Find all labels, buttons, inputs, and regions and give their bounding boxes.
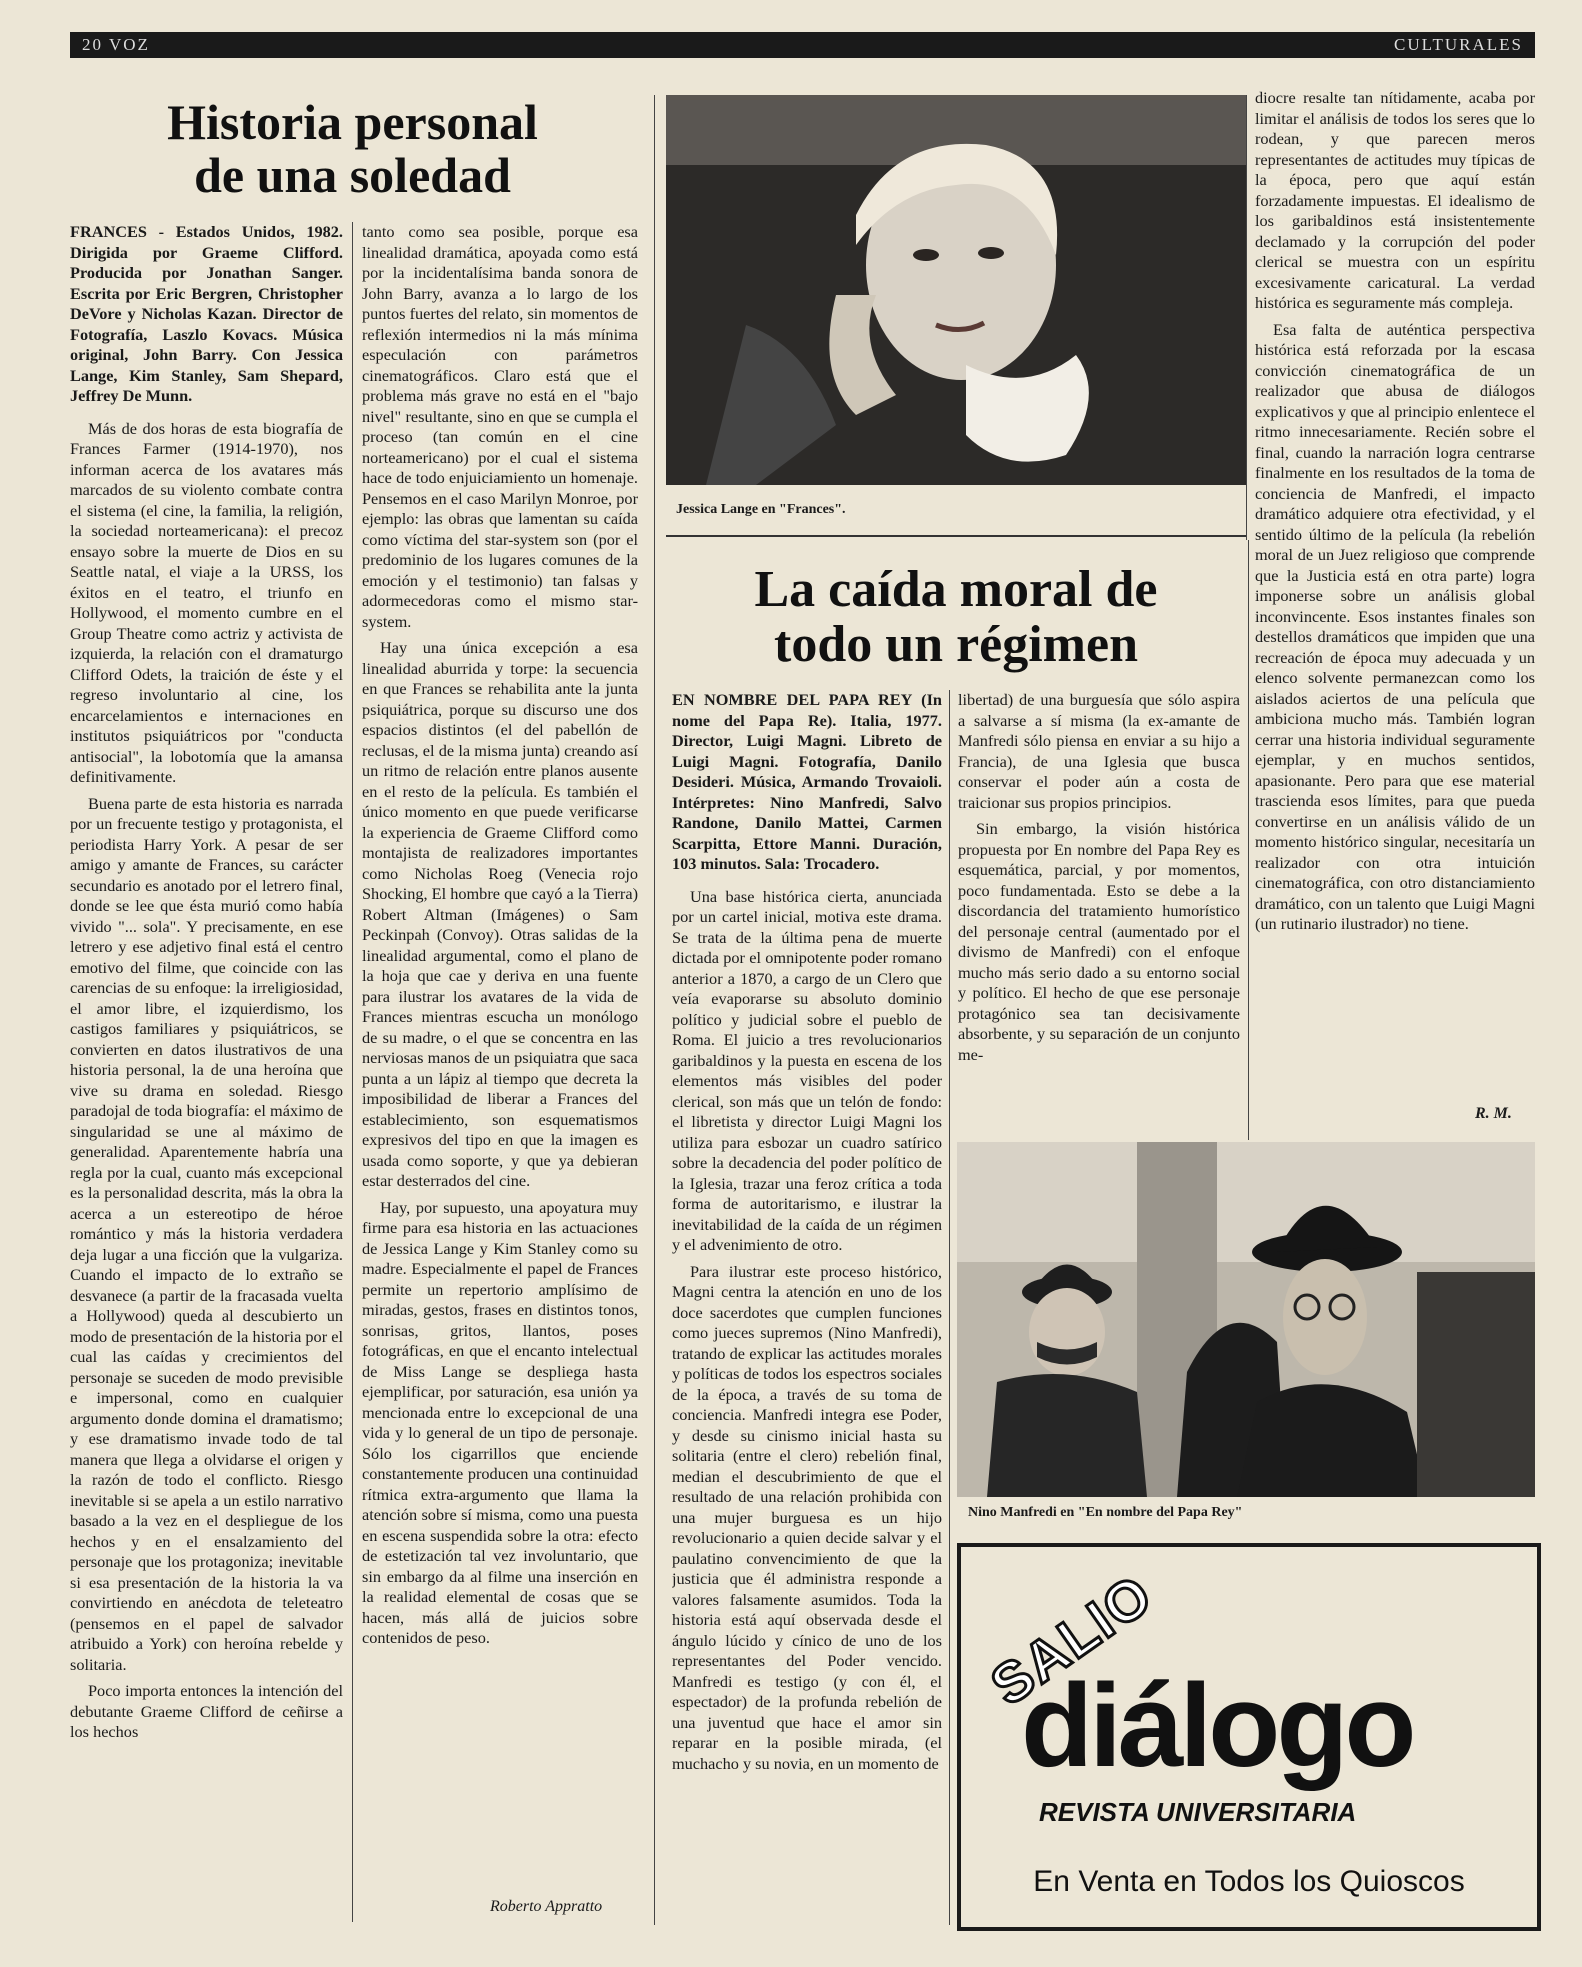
article2-column1 [672, 690, 942, 1925]
column-divider [654, 95, 655, 1925]
article2-paragraph: Una base histórica cierta, anunciada por un cartel inicial, motiva este drama. Se trata de la última pena de muerte dictada por el omnipotente poder romano anterior a 1870, a cargo de un Clero que veía evaporarse su absoluto dominio político y judicial sobre el pueblo de Roma. El juicio a tres revolucionarios garibaldinos y la puesta en escena de los elementos más visibles del poder clerical, son más que un telón de fondo: el libretista y director Luigi Magni los utiliza para esbozar un cuadro satírico sobre la decadencia del poder político de la Iglesia, trazar una feroz crítica a toda forma de autoritarismo, e ilustrar la inevitabilidad de la caída de un régimen y el advenimiento de otro. [672, 886, 942, 1254]
article1-signature: Roberto Appratto [490, 1898, 603, 1915]
article2-credits: EN NOMBRE DEL PAPA REY (In nome del Papa Re). Italia, 1977. Director, Luigi Magni. Libreto de Luigi Magni. Fotografía, Danilo Desideri. Música, Armando Trovaioli. Intérpretes: Nino Manfredi, Salvo Randone, Danilo Mattei, Carmen Scarpitta, Ettore Manni. Duración, 103 minutos. Sala: Trocadero. [672, 690, 942, 873]
article1-title-line1: Historia personal [167, 94, 538, 150]
article1-paragraph: tanto como sea posible, porque esa linealidad dramática, apoyada como está por la incidentalísima banda sonora de John Barry, avanza a lo largo de los puntos fuertes del relato, sin momentos de reflexión intermedios ni la más mínima especulación con parámetros cinematográficos. Claro está que el problema más grave no está en el "bajo nivel" resultante, sino en que se cumpla el proceso (tan común en el cine norteamericano) por el cual el sistema hace de todo enjuiciamiento un homenaje. Pensemos en el caso Marilyn Monroe, por ejemplo: las obras que lamentan su caída como víctima del star-system son (por el predominio de los lugares comunes de la emoción y el testimonio) tan falsas y adormecedoras como el mismo star-system. [362, 222, 638, 631]
ad-logo-dialogo: diálogo [1021, 1660, 1413, 1792]
portrait-image [666, 95, 1246, 485]
page-header-bar [70, 32, 1535, 58]
article2-column3 [1255, 88, 1535, 1118]
column-divider [352, 222, 353, 1922]
column-divider [1246, 95, 1247, 540]
photo1-caption: Jessica Lange en "Frances". [676, 502, 846, 517]
article1-headline [80, 96, 625, 201]
article2-paragraph: Para ilustrar este proceso histórico, Magni centra la atención en uno de los doce sacerdotes que cumplen funciones como jueces supremos (Nino Manfredi), tratando de explicar las actitudes morales y políticas de todos los espectros sociales de la época, a través de su toma de conciencia. Manfredi integra ese Poder, y desde su cinismo inicial hasta su solitaria (entre el clero) rebelión final, median el descubrimiento de que el resultado de una relación prohibida con una mujer burguesa es un hijo revolucionario a quien decide salvar y el paulatino convencimiento de que la justicia que él administra responde a valores falsamente asumidos. Toda la historia está aquí observada desde el ángulo lúcido y cínico de uno de los representantes del Poder vencido. Manfredi es testigo (y con él, el espectador) de la profunda rebelión de una juventud que hace el amor sin reparar en la posible mirada, (el muchacho y su novia, en un momento de [672, 1261, 942, 1773]
photo2-caption: Nino Manfredi en "En nombre del Papa Rey" [968, 1505, 1243, 1520]
ad-stamp-salio: SALIO [979, 1561, 1164, 1718]
article1-column2 [362, 222, 638, 1887]
article2-headline [666, 563, 1246, 672]
article2-paragraph: libertad) de una burguesía que sólo aspira a salvarse a sí misma (la ex-amante de Manfredi sólo piensa en enviar a su hijo a Francia), de una Iglesia que busca conservar el poder aún a costa de traicionar sus propios principios. [958, 690, 1240, 812]
photo-nino-manfredi [957, 1142, 1535, 1497]
article2-paragraph: Esa falta de auténtica perspectiva histórica está reforzada por la escasa convicción cinematográfica de un realizador que abusa de diálogos explicativos y que al principio enlentece el ritmo innecesariamente. Recién sobre el final, cuando la narración logra centrarse finalmente en los resultados de la toma de conciencia de Manfredi, el impacto dramático adquiere otra efectividad, y el sentido último de la película (la rebelión moral de un Juez religioso que comprende que la Justicia está en otra parte) logra imponerse sobre un análisis global inconvincente. Esos instantes finales son destellos dramáticos que impiden que una recreación de época muy adecuada y un elenco solvente permanezcan como los aislados aciertos de una película que ambiciona mucho más. También logran cerrar una historia individual seguramente ejemplar, y en muchos sentidos, apasionante. Pero para que ese material trascienda esos límites, para que pueda convertirse en un análisis válido de un momento histórico singular, necesitaría un realizador con otra intuición cinematográfica, con otro distanciamiento dramático, con un talento que Luigi Magni (un rutinario ilustrador) no tiene. [1255, 319, 1535, 933]
article2-paragraph: diocre resalte tan nítidamente, acaba por limitar el análisis de todos los seres que lo rodean, y que parecen meros representantes de actitudes muy típicas de la época, pero que aquí están forzadamente impuestas. El idealismo de los garibaldinos está insistentemente declamado y la corrupción del poder clerical se muestra con un espíritu excesivamente caricatural. La verdad histórica es seguramente más compleja. [1255, 88, 1535, 312]
ad-subtitle: REVISTA UNIVERSITARIA [1039, 1797, 1357, 1827]
article1-title-line2: de una soledad [194, 146, 511, 203]
film-still-image [957, 1142, 1535, 1497]
photo1-bottom-rule [666, 535, 1246, 537]
article2-paragraph: Sin embargo, la visión histórica propuesta por En nombre del Papa Rey es esquemática, parcial, y por momentos, poco fundamentada. Esto se debe a la discordancia del tratamiento humorístico del personaje central (aumentado por el divismo de Manfredi) con el enfoque mucho más serio dado a su entorno social y político. El hecho de que ese personaje protagónico sea tan decisivamente absorbente, y su separación de un conjunto me- [958, 819, 1240, 1064]
article2-title-line1: La caída moral de [754, 561, 1158, 618]
article1-paragraph: Hay una única excepción a esa linealidad aburrida y torpe: la secuencia en que Frances se rehabilita ante la junta psiquiátrica, porque su discurso une dos espacios distintos (el del pabellón de reclusas, el de la misma junta) creando así un ritmo de relación entre planos ausente en el resto de la película. Es también el único momento en que puede verificarse la experiencia de Graeme Clifford como montajista de realizadores importantes como Nicholas Roeg (Venecia rojo Shocking, El hombre que cayó a la Tierra) Robert Altman (Imágenes) o Sam Peckinpah (Convoy). Otras salidas de la linealidad argumental, como el plano de la hoja que cae y deriva en una fuente para ilustrar los avatares de la vida de Frances mientras escucha un monólogo de su madre, o el que se concentra en las nerviosas manos de un psiquiatra que saca punta a un lápiz al tiempo que decreta la imposibilidad de liberar a Frances del establecimiento, son esquematismos expresivos del tipo en que la imagen es usada como soporte, y que ya debieran estar desterrados del cine. [362, 638, 638, 1190]
article1-paragraph: Buena parte de esta historia es narrada por un frecuente testigo y protagonista, el periodista Harry York. A pesar de ser amigo y amante de Frances, su carácter secundario es anotado por el letrero final, donde se lee que ésta murió como había vivido "... sola". Y precisamente, en ese letrero y ese adjetivo final está el centro emotivo del filme, que coincide con las carencias de su enfoque: la irreligiosidad, el amor libre, el izquierdismo, los castigos familiares y psiquiátricos, se convierten en datos ilustrativos de una historia personal, la de una heroína que vive su drama en soledad. Riesgo paradojal de toda biografía: el máximo de singularidad se une al máximo de generalidad. Aparentemente habría una regla por la cual, cuanto más excepcional es la personalidad descrita, más la obra la acerca a un estereotipo de héroe romántico y más la historia verdadera deja lugar a una ficción que la vulgariza. Cuando el impacto de lo extraño se desvanece (a partir de la fracasada vuelta a Hollywood) queda al descubierto un modo de presentación de la historia por el cual las caídas y crecimientos del personaje se suceden de modo previsible e impersonal, como en cualquier argumento donde domina el dramatismo; y ese dramatismo invade todo de tal manera que llega a olvidarse el origen y la razón de todo el conflicto. Riesgo inevitable si se apela a un estilo narrativo basado a la vez en el despliegue de los hechos y en el ensalzamiento del personaje que los protagoniza; inevitable si esa presentación de la historia la va convirtiendo en anécdota de teleteatro (pensemos en el papel de salvador atribuido a York) con heroína rebelde y solitaria. [70, 793, 343, 1674]
article2-signature: R. M. [1475, 1105, 1512, 1122]
article1-paragraph: Más de dos horas de esta biografía de Frances Farmer (1914-1970), nos informan acerca de los avatares más marcados de su violento combate contra el sistema (el cine, la familia, la religión, la sociedad norteamericana): el precoz ensayo sobre la muerte de Dios en su Seattle natal, el viaje a la URSS, los éxitos en el teatro, el triunfo en Hollywood, el momento cumbre en el Group Theatre como actriz y activista de izquierda, la relación con el dramaturgo Clifford Odets, la traición de éste y el regreso involuntario al cine, los encarcelamientos e internaciones en institutos psiquiátricos por "conducta antisocial", la lobotomía que la amansa definitivamente. [70, 418, 343, 786]
photo-jessica-lange [666, 95, 1246, 485]
article2-column2 [958, 690, 1240, 1128]
article1-paragraph: Hay, por supuesto, una apoyatura muy firme para esa historia en las actuaciones de Jessica Lange y Kim Stanley como su madre. Especialmente el papel de Frances permite un repertorio amplísimo de miradas, gestos, frases en distintos tonos, sonrisas, gritos, llantos, poses fotográficas, en que el encanto intelectual de Miss Lange se despliega hasta ejemplificar, por saturación, esa unión ya mencionada entre lo excepcional de una vida y lo general de un tipo de personaje. Sólo los cigarrillos que enciende constantemente producen una continuidad rítmica extra-argumento que llama la atención sobre sí misma, como una puesta en escena suspendida sobre la otra: efecto de estetización tal vez involuntario, que sin embargo da al filme una inserción en la realidad elemental de cosas que se hacen, más allá de juicios sobre contenidos de peso. [362, 1197, 638, 1647]
page-number: 20 VOZ [82, 35, 150, 54]
section-label: CULTURALES [1394, 35, 1523, 54]
article1-paragraph: Poco importa entonces la intención del debutante Graeme Clifford de ceñirse a los hechos [70, 1681, 343, 1741]
column-divider [1248, 540, 1249, 1140]
article1-column1 [70, 222, 343, 1922]
column-divider [949, 690, 950, 1925]
article1-credits: FRANCES - Estados Unidos, 1982. Dirigida por Graeme Clifford. Producida por Jonathan Sanger. Escrita por Eric Bergren, Christopher DeVore y Nicholas Kazan. Director de Fotografía, Laszlo Kovacs. Música original, John Barry. Con Jessica Lange, Kim Stanley, Sam Shepard, Jeffrey De Munn. [70, 222, 343, 405]
article2-title-line2: todo un régimen [774, 615, 1138, 673]
dialogo-advertisement [957, 1543, 1541, 1931]
ad-tagline: En Venta en Todos los Quioscos [1033, 1865, 1465, 1898]
